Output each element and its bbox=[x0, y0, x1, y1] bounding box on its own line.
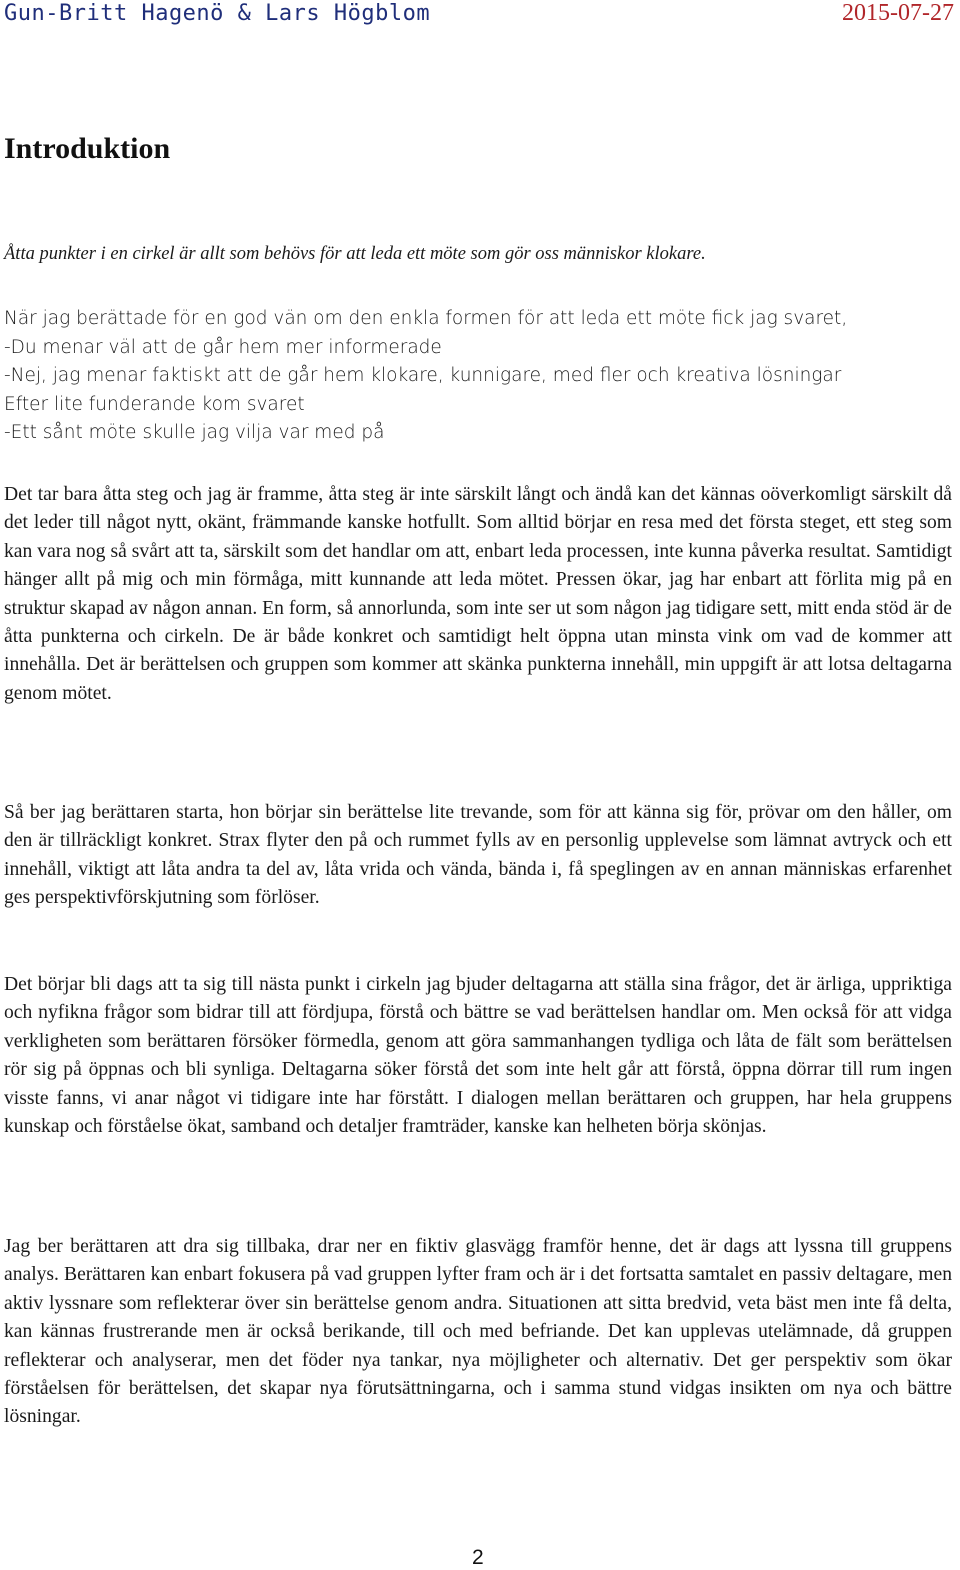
page-title: Introduktion bbox=[4, 132, 171, 165]
body-paragraph: Så ber jag berättaren starta, hon börjar sin berättelse lite trevande, som för att känna sig för, prövar om den håller, om den är tillräckligt konkret. Strax flyter den på och rummet fylls av en personlig upplevelse som lämnat avtryck och ett innehåll, viktigt att låta andra ta del av, låta vrida och vända, bända i, få speglingen av en annan människas erfarenhet ges perspektivförskjutning som förlöser. bbox=[4, 802, 952, 909]
page-number: 2 bbox=[472, 1546, 484, 1569]
body-paragraph: Det börjar bli dags att ta sig till nästa punkt i cirkeln jag bjuder deltagarna att ställa sina frågor, det är ärliga, uppriktiga och nyfikna frågor som bidrar till att fördjupa, förstå och bättre se vad berättelsen handlar om. Men också för att vidga verkligheten som berättaren försöker förmedla, genom att göra sammanhangen tydliga och låta de fält som berättelsen rör sig på öppnas och bli synliga. Deltagarna söker förstå det som inte helt går att förstå, öppna dörrar till rum ingen visste fanns, vi anar något vi tidigare inte har förstått. I dialogen mellan berättaren och gruppen, har hela gruppens kunskap och förståelse ökat, samband och detaljer framträder, kanske kan helheten börja skönjas. bbox=[4, 974, 952, 1138]
body-paragraph: Det tar bara åtta steg och jag är framme, åtta steg är inte särskilt långt och ändå kan det kännas oöverkomligt särskilt då det leder till något nytt, okänt, främmande kanske hotfullt. Som alltid börjar en resa med det första steget, ett steg som kan vara nog så svårt att ta, särskilt som det handlar om att, enbart leda processen, inte kunna påverka resultat. Samtidigt hänger allt på mig och min förmåga, mitt kunnande att leda mötet. Pressen ökar, jag har enbart att förlita mig på en struktur skapad av någon annan. En form, så annorlunda, som inte ser ut som någon jag tidigare sett, mitt enda stöd är de åtta punkterna och cirkeln. De är både konkret och samtidigt helt öppna utan minsta vink om vad de kommer att innehålla. Det är berättelsen och gruppen som kommer att skänka punkterna innehåll, min uppgift är att lotsa deltagarna genom mötet. bbox=[4, 484, 952, 704]
dialog-line: -Ett sånt möte skulle jag vilja var med på bbox=[4, 422, 385, 444]
dialog-line: Efter lite funderande kom svaret bbox=[4, 393, 305, 415]
header-date: 2015-07-27 bbox=[842, 0, 954, 26]
body-paragraph: Jag ber berättaren att dra sig tillbaka, drar ner en fiktiv glasvägg framför henne, det är dags att lyssna till gruppens analys. Berättaren kan enbart fokusera på vad gruppen lyfter fram och är i det fortsatta samtalet en passiv deltagare, men aktiv lyssnare som reflekterar över sin berättelse genom andra. Situationen att sitta bredvid, veta bäst men inte få delta, kan kännas frustrerande men är också berikande, till och med befriande. Det kan upplevas utelämnade, då gruppen reflekterar och analyserar, men det föder nya tankar, nya möjligheter och alternativ. Det ger perspektiv som ökar förståelsen för berättelsen, det skapar nya förutsättningarna, och i samma stund vidgas insikten om nya och bättre lösningar. bbox=[4, 1236, 952, 1428]
dialog-block bbox=[4, 305, 954, 448]
dialog-line: När jag berättade för en god vän om den enkla formen för att leda ett möte fick jag svaret, bbox=[4, 308, 848, 329]
dialog-line: -Du menar väl att de går hem mer informerade bbox=[4, 336, 442, 358]
lead-sentence: Åtta punkter i en cirkel är allt som behövs för att leda ett möte som gör oss människor klokare. bbox=[4, 244, 706, 264]
dialog-line: -Nej, jag menar faktiskt att de går hem klokare, kunnigare, med fler och kreativa lösningar bbox=[4, 365, 842, 387]
header-authors: Gun-Britt Hagenö & Lars Högblom bbox=[4, 1, 431, 26]
